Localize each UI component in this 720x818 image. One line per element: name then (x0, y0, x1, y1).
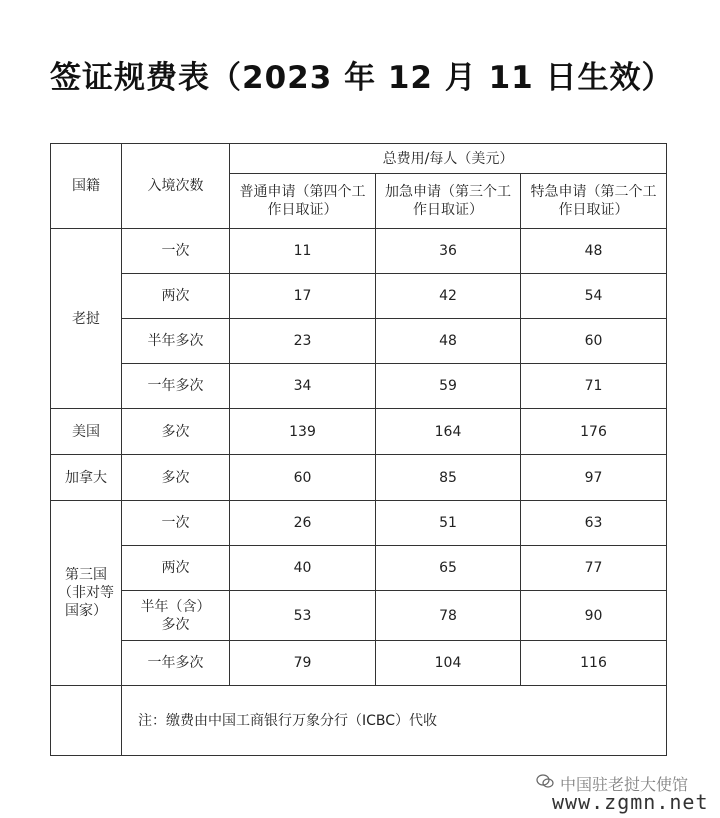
entry-cell: 一年多次 (122, 641, 230, 686)
table-row (51, 591, 667, 641)
fee-regular: 34 (230, 364, 376, 409)
fee-regular: 139 (230, 409, 376, 455)
page-title: 签证规费表（2023 年 12 月 11 日生效） (50, 60, 674, 96)
entry-cell: 两次 (122, 546, 230, 591)
note-row (51, 686, 667, 756)
fee-express: 104 (376, 641, 521, 686)
nationality-canada: 加拿大 (51, 455, 122, 501)
fee-regular: 23 (230, 319, 376, 364)
header-nationality: 国籍 (51, 144, 122, 229)
entry-cell: 一年多次 (122, 364, 230, 409)
entry-cell: 一次 (122, 229, 230, 274)
entry-cell: 半年多次 (122, 319, 230, 364)
entry-cell: 两次 (122, 274, 230, 319)
watermark (500, 770, 715, 814)
fee-urgent: 71 (521, 364, 667, 409)
fee-urgent: 176 (521, 409, 667, 455)
fee-urgent: 90 (521, 591, 667, 641)
fee-regular: 53 (230, 591, 376, 641)
fee-express: 59 (376, 364, 521, 409)
entry-cell: 一次 (122, 501, 230, 546)
fee-express: 36 (376, 229, 521, 274)
fee-regular: 26 (230, 501, 376, 546)
nationality-laos: 老挝 (51, 229, 122, 409)
wechat-icon (536, 774, 554, 788)
nationality-third-country: 第三国（非对等国家） (51, 501, 122, 686)
fee-express: 164 (376, 409, 521, 455)
table-row (51, 319, 667, 364)
table-row (51, 409, 667, 455)
fee-urgent: 77 (521, 546, 667, 591)
entry-cell: 多次 (122, 409, 230, 455)
fee-regular: 79 (230, 641, 376, 686)
table-row (51, 546, 667, 591)
header-entries: 入境次数 (122, 144, 230, 229)
header-express: 加急申请（第三个工作日取证） (376, 174, 521, 229)
fee-express: 42 (376, 274, 521, 319)
fee-urgent: 97 (521, 455, 667, 501)
table-row (51, 229, 667, 274)
fee-urgent: 63 (521, 501, 667, 546)
watermark-url: www.zgmn.net (552, 790, 709, 814)
fee-regular: 40 (230, 546, 376, 591)
fee-urgent: 116 (521, 641, 667, 686)
fee-urgent: 60 (521, 319, 667, 364)
fee-express: 48 (376, 319, 521, 364)
table-row (51, 455, 667, 501)
header-urgent: 特急申请（第二个工作日取证） (521, 174, 667, 229)
fee-express: 85 (376, 455, 521, 501)
fee-regular: 17 (230, 274, 376, 319)
table-row (51, 641, 667, 686)
fee-regular: 60 (230, 455, 376, 501)
note-empty-cell (51, 686, 122, 756)
fee-express: 65 (376, 546, 521, 591)
header-total-fee: 总费用/每人（美元） (230, 144, 667, 174)
fee-express: 51 (376, 501, 521, 546)
payment-note: 注：缴费由中国工商银行万象分行（ICBC）代收 (122, 686, 667, 756)
visa-fee-table (50, 143, 667, 756)
fee-express: 78 (376, 591, 521, 641)
watermark-account: 中国驻老挝大使馆 (560, 775, 689, 794)
header-regular: 普通申请（第四个工作日取证） (230, 174, 376, 229)
table-row (51, 364, 667, 409)
fee-regular: 11 (230, 229, 376, 274)
fee-urgent: 54 (521, 274, 667, 319)
table-row (51, 274, 667, 319)
header-row-1 (51, 144, 667, 174)
entry-cell: 半年（含）多次 (122, 591, 230, 641)
nationality-usa: 美国 (51, 409, 122, 455)
entry-cell: 多次 (122, 455, 230, 501)
fee-urgent: 48 (521, 229, 667, 274)
table-row (51, 501, 667, 546)
